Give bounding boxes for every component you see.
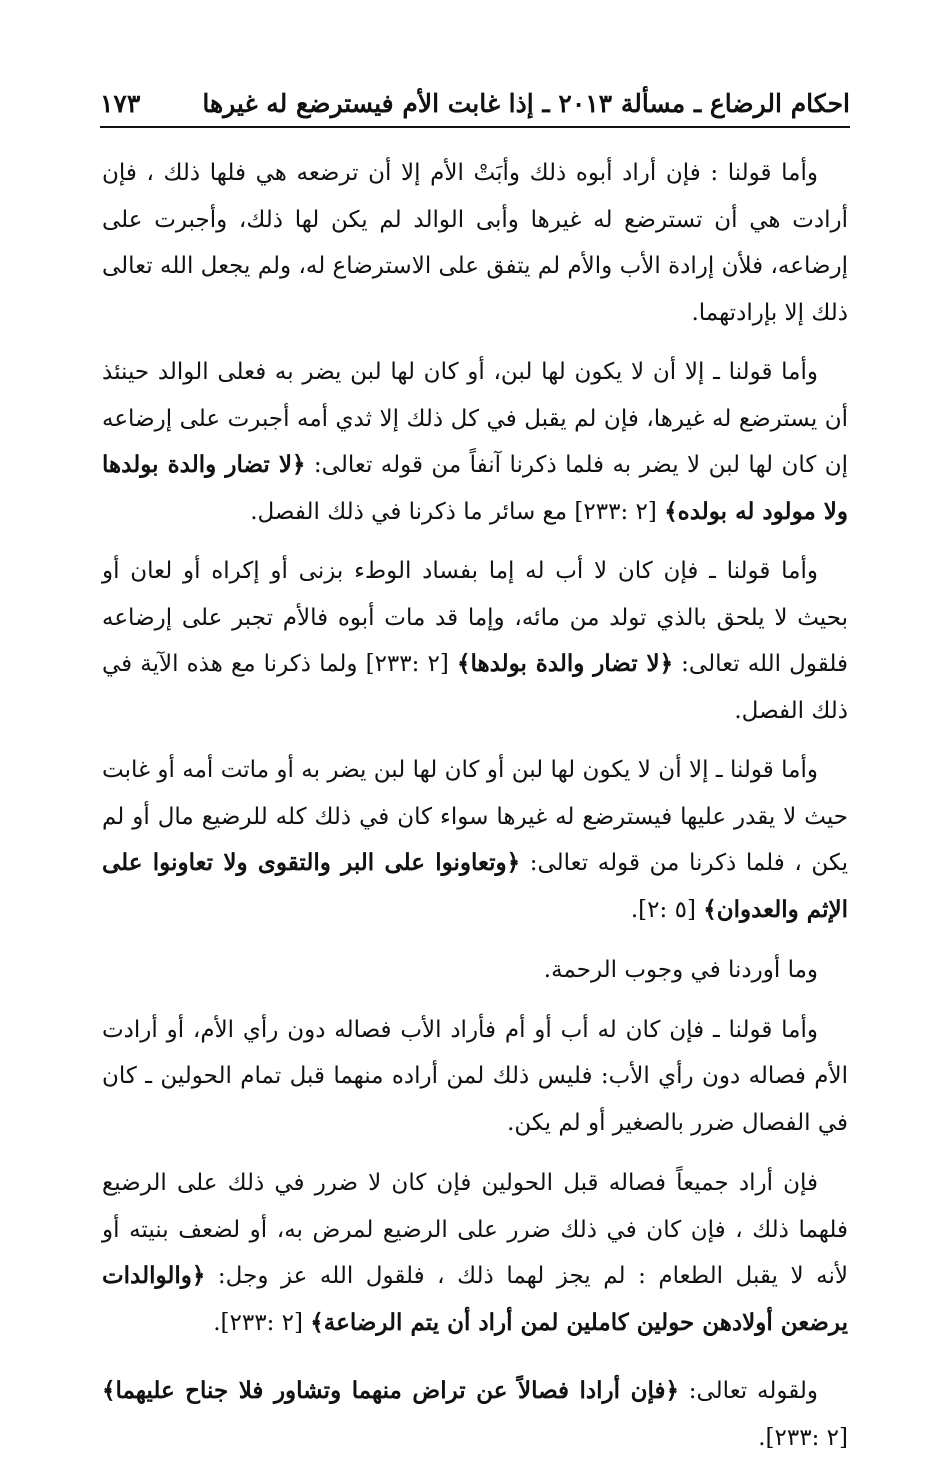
paragraph-text: وأما قولنا ـ إلا أن لا يكون لها لبن، أو كان لها لبن يضر به فعلى الوالد حينئذ أن يسترضع له غيرها، فإن لم يقبل في كل ذلك إلا ثدي أمه أجبرت على إرضاعه إن كان لها لبن لا يضر به فلما ذكرنا آنفاً من قوله تعالى: bbox=[102, 359, 848, 478]
verse-reference: [٢ :٢٣٣] مع سائر ما ذكرنا في ذلك الفصل. bbox=[250, 498, 665, 525]
verse-reference: [٢ :٢٣٣] ولما ذكرنا مع هذه الآية في ذلك الفصل. bbox=[102, 651, 848, 724]
body-text bbox=[102, 150, 848, 1474]
verse-reference: [٥ :٢]. bbox=[630, 896, 704, 923]
paragraph-text: وأما قولنا ـ إلا أن لا يكون لها لبن أو كان لها لبن يضر به أو ماتت أمه أو غابت حيث لا يقدر عليها فيسترضع له غيرها سواء كان في ذلك كله للرضيع مال أو لم يكن ، فلما ذكرنا من قوله تعالى: bbox=[102, 757, 848, 876]
paragraph-text: وأما قولنا ـ فإن كان لا أب له إما بفساد الوطء بزنى أو إكراه أو لعان أو بحيث لا يلحق بالذي تولد من مائه، وإما قد مات أبوه فالأم تجبر على إرضاعه فلقول الله تعالى: bbox=[102, 558, 849, 677]
paragraph-6 bbox=[102, 1007, 848, 1147]
quran-quote: ﴿وتعاونوا على البر والتقوى ولا تعاونوا على الإثم والعدوان﴾ bbox=[102, 849, 848, 923]
running-title: احكام الرضاع ـ مسألة ٢٠١٣ ـ إذا غابت الأم فيسترضع له غيرها bbox=[202, 89, 850, 118]
page-number: ١٧٣ bbox=[100, 89, 141, 118]
verse-reference: [٢ :٢٣٣]. bbox=[213, 1309, 311, 1336]
paragraph-5 bbox=[102, 947, 848, 994]
paragraph-8 bbox=[102, 1368, 848, 1461]
page-header bbox=[100, 78, 850, 118]
paragraph-text: وأما قولنا ـ فإن كان له أب أو أم فأراد الأب فصاله دون رأي الأم، أو أرادت الأم فصاله دون رأي الأب: فليس ذلك لمن أراده منهما قبل تمام الحولين ـ كان في الفصال ضرر بالصغير أو لم يكن. bbox=[102, 1016, 848, 1136]
paragraph-7 bbox=[102, 1160, 848, 1346]
paragraph-text: وأما قولنا : فإن أراد أبوه ذلك وأبَتْ الأم إلا أن ترضعه هي فلها ذلك ، فإن أرادت هي أن تسترضع له غيرها وأبى الوالد لم يكن لها ذلك، وأجبرت على إرضاعه، فلأن إرادة الأب والأم لم يتفق على الاسترضاع له، ولم يجعل الله تعالى ذلك إلا بإرادتهما. bbox=[102, 160, 848, 326]
verse-reference: [٢ :٢٣٣]. bbox=[758, 1424, 848, 1451]
paragraph-1 bbox=[102, 150, 848, 336]
paragraph-text: وما أوردنا في وجوب الرحمة. bbox=[543, 957, 818, 983]
header-divider bbox=[100, 126, 850, 128]
paragraph-text: فإن أراد جميعاً فصاله قبل الحولين فإن كان لا ضرر في ذلك على الرضيع فلهما ذلك ، فإن كان في ذلك ضرر على الرضيع لمرض به، أو لضعف بنيته أو لأنه لا يقبل الطعام : لم يجز لهما ذلك ، فلقول الله عز وجل: bbox=[102, 1170, 848, 1289]
quran-quote: ﴿لا تضار والدة بولدها﴾ bbox=[456, 650, 674, 677]
quran-quote: ﴿لا تضار والدة بولدها ولا مولود له بولده﴾ bbox=[102, 451, 848, 525]
quran-quote: ﴿والوالدات يرضعن أولادهن حولين كاملين لمن أراد أن يتم الرضاعة﴾ bbox=[102, 1262, 848, 1336]
paragraph-4 bbox=[102, 747, 848, 933]
paragraph-2 bbox=[102, 349, 848, 535]
paragraph-text: ولقوله تعالى: bbox=[678, 1378, 818, 1404]
quran-quote: ﴿فإن أرادا فصالاً عن تراض منهما وتشاور فلا جناح عليهما﴾ bbox=[102, 1377, 679, 1404]
paragraph-3 bbox=[102, 548, 848, 734]
